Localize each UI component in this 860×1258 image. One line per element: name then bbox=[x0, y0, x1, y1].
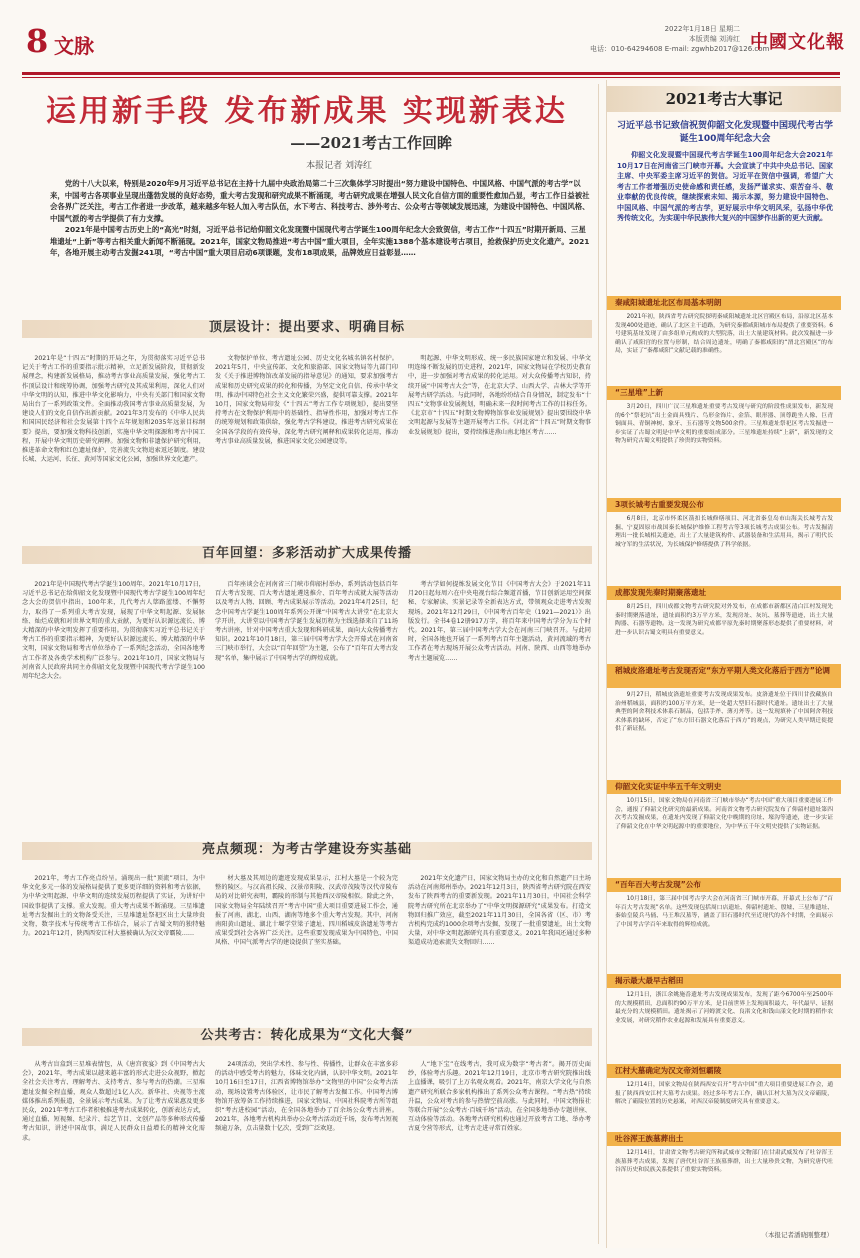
event-item bbox=[607, 974, 841, 1064]
article-column bbox=[22, 580, 205, 824]
date-line: 2022年1月18日 星期二 bbox=[664, 25, 740, 33]
event-text: 10月15日，国家文物局在河南省三门峡市举办“考古中国”重大项目重要进展工作会，通报了仰韶文化研究的最新成果。河南省文物考古研究院发布了仰韶村遗址第四次考古发掘成果，在遗址内发现了仰韶文化中晚期的房址、壕沟等遗迹，进一步实证了仰韶文化在中华文明起源中的重要地位，为中华五千年文明史提供了实物证据。 bbox=[615, 798, 833, 830]
section-banner bbox=[22, 540, 592, 566]
article-text: 2021年文化遗产日，国家文物局主办的文化和自然遗产日主场活动在河南郑州举办。2021年12月3日，陕西省考古研究院在西安发布了陕西考古的重要新发现。2021年11月30日，中国社会科学院考古研究所在北京举办了“中华文明探源研究”成果发布。打造文物回归推广效应，截至2021年11月30日，全国各省（区、市）考古机构完成约1000余项考古发掘，发现了一批重要遗址，出土文物大量，对中华文明起源研究具有重要意义。2021年我国还通过多种渠道成功追索流失文物回归…… bbox=[408, 875, 591, 947]
event-item bbox=[607, 586, 841, 664]
event-title: “百年百大考古发现”公布 bbox=[607, 878, 841, 892]
event-title: 秦咸阳城遗址北区布局基本明朗 bbox=[607, 296, 841, 310]
article-column bbox=[408, 354, 591, 526]
article-text: 人“地下宝”在线考古，我可成为数字“考古者”。揭开历史面纱，体验考古乐趣。2021年12月19日，北京市考古研究院推出线上直播课，吸引了上万名观众观看。2021年，南京大学文化与自然遗产研究所联合多家机构推出了系列公众考古课程。“考古热”持续升温，公众对考古的参与热情空前高涨。与此同时，中国文物报社等联合开展“公众考古·百城千场”活动，在全国多地举办专题讲座、互动体验等活动。各地考古研究机构也通过开放考古工地、举办考古夏令营等形式，让考古走进寻常百姓家。 bbox=[408, 1061, 591, 1133]
article-column bbox=[408, 874, 591, 1010]
event-title: “三星堆”上新 bbox=[607, 386, 841, 400]
main-headline: 运用新手段 发布新成果 实现新表达 bbox=[46, 94, 568, 129]
section-body bbox=[22, 580, 592, 824]
section-banner bbox=[22, 836, 592, 862]
article-column bbox=[215, 354, 398, 526]
article-text: 24项活动，突出学术性、参与性、传播性，让群众在丰富多彩的活动中感受考古的魅力，体味文化内涵，认识中华文明。2021年10月16日至17日，江西省博物馆举办“文物里的中国”公众考古活动，现场设置考古体验区，让市民了解考古发掘工作。中国考古博物馆开放筹备工作持续推进，国家文物局、中国社科院考古所等组织“考古进校园”活动，在全国各地举办了百余场公众考古讲座。2021年，各地考古机构共举办公众考古活动近千场，发布考古短视频逾万条，点击量数十亿次，受到广泛欢迎。 bbox=[215, 1061, 398, 1133]
event-item bbox=[607, 664, 841, 774]
event-item bbox=[607, 498, 841, 588]
event-title: 仰韶文化实证中华五千年文明史 bbox=[607, 780, 841, 794]
section-title: 亮点频现：为考古学建设夯实基础 bbox=[201, 842, 412, 857]
sidebar-credit: （本报记者潘晓刚整理） bbox=[761, 1231, 833, 1239]
event-title: 江村大墓确定为汉文帝刘恒霸陵 bbox=[607, 1064, 841, 1078]
event-text: 12月1日，浙江余姚施岙遗址考古发现成果发布，发现了距今6700年至2500年的大规模稻田，总面积约90万平方米，是目前世界上发现面积最大、年代最早、证据最充分的大规模稻田。遗址揭示了河姆渡文化、良渚文化和钱山漾文化时期的稻作农业发展，对研究稻作农业起源和发展具有重要意义。 bbox=[615, 992, 833, 1024]
page-number: 8 bbox=[26, 22, 49, 60]
event-text: 12月14日，国家文物局在陕西西安召开“考古中国”重大项目重要进展工作会，通报了陕西西安江村大墓考古成果。经过多年考古工作，确认江村大墓为汉文帝霸陵，解决了霸陵位置的历史悬案，对西汉帝陵制度研究具有重要意义。 bbox=[615, 1082, 833, 1106]
column-divider bbox=[598, 84, 599, 1244]
sidebar-lead-title: 习近平总书记致信祝贺仰韶文化发现暨中国现代考古学诞生100周年纪念大会 bbox=[616, 121, 833, 144]
article-text: 从考古盲盒到三星堆表情包，从《唐宫夜宴》到《中国考古大会》，2021年，考古成果以越来越丰富的形式走进公众视野，掀起全社会关注考古、理解考古、支持考古、参与考古的热潮。三星堆遗址发掘全程直播，观众人数超过1亿人次。新华社、央视等主流媒体推出系列报道，全景展示考古成果。为了让考古成果惠及更多民众，2021年考古工作者积极推进考古成果转化，创新表达方式，通过直播、短视频、纪录片、综艺节目、文创产品等多种形式传播考古知识，讲述中国故事，满足人民群众日益增长的精神文化需求。 bbox=[22, 1061, 205, 1142]
event-item bbox=[607, 386, 841, 496]
sub-headline: ——2021考古工作回眸 bbox=[290, 134, 452, 152]
section-banner bbox=[22, 1022, 592, 1048]
event-text: 6月8日，北京市怀柔区箭扣长城修缮项目、河北省秦皇岛市山海关长城考古发掘、宁夏固原市战国秦长城保护维修工程考古等3项长城考古成果公布。考古发掘清理出一批长城相关遗迹，出土了大量建筑构件、武器装备和生活用具，揭示了明代长城守军的生活状况，为长城保护修缮提供了科学依据。 bbox=[615, 516, 833, 548]
article-column bbox=[22, 1060, 205, 1246]
masthead bbox=[0, 0, 860, 76]
article-text: 2021年，考古工作亮点纷呈。涌现出一批“顶流”项目，为中华文化多元一体的发展格局提供了更多更详细的资料和考古依据，为中华文明起源、中华文明的连续发展历程提供了实证，为讲好中国故事提供了支撑。重大发现。重大考古成果不断涌现。三星堆遗址考古发掘出土的文物备受关注，三星堆遗址祭祀区出土大量珍贵文物，数字技术与传统考古工作结合，展示了古蜀文明的独特魅力。2021年12月，陕西西安江村大墓被确认为汉文帝霸陵…… bbox=[22, 875, 205, 938]
event-title: 3项长城考古重要发现公布 bbox=[607, 498, 841, 512]
event-title: 吐谷浑王族墓葬出土 bbox=[607, 1132, 841, 1146]
sidebar-lead-text: 仰韶文化发现暨中国现代考古学诞生100周年纪念大会2021年10月17日在河南省三门峡市开幕。大会宣读了中共中央总书记、国家主席、中央军委主席习近平的贺信。习近平在贺信中强调，希望广大考古工作者增强历史使命感和责任感，发扬严谨求实、艰苦奋斗、敬业奉献的优良传统，继续探索未知、揭示本源，努力建设中国特色、中国风格、中国气派的考古学，更好展示中华文明风采，弘扬中华优秀传统文化，为实现中华民族伟大复兴的中国梦作出新的更大贡献。 bbox=[617, 151, 833, 222]
section-title: 顶层设计：提出要求、明确目标 bbox=[208, 320, 405, 335]
section-body bbox=[22, 354, 592, 526]
newspaper-logo: 中國文化報 bbox=[750, 32, 845, 53]
editor-line: 本版责编 刘涛红 bbox=[688, 35, 740, 43]
event-item bbox=[607, 878, 841, 974]
article-column bbox=[22, 354, 205, 526]
article-text: 百年座谈会在河南省三门峡市仰韶村举办，系列活动包括百年百大考古发现、百大考古遗址遴选推介、百年考古成就大展等活动以及考古人物、回顾、考古成果展示等活动。2021年4月25日，纪念中国考古学诞生100周年系列公开课“中国考古大讲堂”在北京大学开讲，大讲堂以中国考古学诞生发展历程为主线选择来自了11场考古讲座，针对中国考古重大发现和科研成果，面向大众传播考古知识。2021年10月18日，第三届中国考古学大会开幕式在河南省三门峡市举行，大会以“百年回望”为主题，公布了“百年百大考古发现”名单，集中展示了中国考古学的辉煌成就。 bbox=[215, 581, 398, 662]
masthead-info bbox=[590, 24, 770, 54]
article-text: 考古学如何提炼发展文化节目《中国考古大会》于2021年11月20日起每周六在中央电视台综合频道首播，节目创新运用空间探秘、专家解读、实景记录等全新表达方式，带领观众走进考古发现现场。2021年12月29日，《中国考古百年史（1921—2021）》出版发行。全书4卷12册917万字，将百年来中国考古学分为五个时代。2021年，第三届中国考古学大会在河南三门峡召开。与此同时，全国各地也开展了一系列考古百年主题活动，黄河流域的考古工作者在考古现场开展公众考古活动。河南、陕西、山西等地举办考古主题展览…… bbox=[408, 581, 591, 662]
event-text: 2021年初，陕西省考古研究院探明秦咸阳城遗址北区宫殿区布局，沿原北区基本发现400处遗迹，确认了北区主干道路，为研究秦都咸阳城市布局提供了重要资料。6号建筑基址发现了由多组单元构成的大型院落，出土大量建筑材料。此次发掘进一步确认了咸阳宫的位置与形制，结合周边遗址，明确了秦都咸阳的“渭北宫殿区”的布局，实证了“秦都咸阳”文献记载的准确性。 bbox=[615, 314, 833, 355]
event-text: 12月14日，甘肃省文物考古研究所和武威市文物部门在甘肃武威发布了吐谷浑王族墓葬考古成果，发现了唐代吐谷浑王族墓葬群，出土大量珍贵文物，为研究唐代吐谷浑历史和民族关系提供了重要实物资料。 bbox=[615, 1150, 833, 1174]
article-column bbox=[215, 1060, 398, 1246]
event-item bbox=[607, 296, 841, 384]
article-column bbox=[408, 1060, 591, 1246]
section-body bbox=[22, 874, 592, 1010]
section-title: 公共考古：转化成果为“文化大餐” bbox=[200, 1028, 414, 1043]
masthead-rule-thin bbox=[22, 77, 840, 78]
intro-paragraph: 2021年是中国考古历史上的“高光”时刻，习近平总书记给仰韶文化发现暨中国现代考古学诞生100周年纪念大会致贺信，考古工作“十四五”时期开新局、三星堆遗址“上新”等考古相关重大新闻不断涌现。2021年，国家文物局推进“考古中国”重大项目，全年实施1388个基本建设考古项目，抢救保护历史文化遗产。2021年，各地开展主动考古发掘241项，“考古中国”重大项目启动6项课题，发布18项成果，品牌效应日益彰显…… bbox=[50, 225, 590, 257]
byline: 本报记者 刘涛红 bbox=[306, 161, 372, 171]
event-text: 8月25日，四川成都文物考古研究院对外发布，在成都市新都区清白江村发现先秦时期聚落遗址，遗址面积约3万平方米，发现房址、灰坑、墓葬等遗迹，出土大量陶器、石器等遗物。这一发现为研究成都平原先秦时期聚落形态提供了重要材料，对进一步认识古蜀文明具有重要意义。 bbox=[615, 604, 833, 636]
article-column bbox=[215, 874, 398, 1010]
article-column bbox=[408, 580, 591, 824]
article-text: 2021年是中国现代考古学诞生100周年。2021年10月17日，习近平总书记在给仰韶文化发现暨中国现代考古学诞生100周年纪念大会的贺信中指出，100年来，几代考古人筚路蓝缕、不懈努力，取得了一系列重大考古发现，展现了中华文明起源、发展脉络、灿烂成就和对世界文明的重大贡献，为更好认识源远流长、博大精深的中华文明发挥了重要作用。为贯彻落实习近平总书记关于考古工作的重要指示精神，为更好认识源远流长、博大精深的中华文明，国家文物局和考古单位举办了一系列纪念活动，全国各地考古工作者及各类学术机构广泛参与。2021年10月，国家文物局与河南省人民政府共同主办仰韶文化发现暨中国现代考古学诞生100周年纪念大会。 bbox=[22, 581, 205, 681]
section-body bbox=[22, 1060, 592, 1246]
event-item bbox=[607, 1064, 841, 1132]
event-item bbox=[607, 780, 841, 876]
event-text: 10月18日，第三届中国考古学大会在河南省三门峡市开幕，开幕式上公布了“百年百大考古发现”名单。这些发现包括周口店遗址、仰韶村遗址、殷墟、三星堆遗址、秦始皇陵兵马俑、马王堆汉墓等，涵盖了旧石器时代至近现代的各个时期，全面展示了中国考古学百年来取得的辉煌成就。 bbox=[615, 896, 833, 928]
section-banner bbox=[22, 314, 592, 340]
intro-paragraph: 党的十八大以来，特别是2020年9月习近平总书记在主持十九届中央政治局第二十三次集体学习时提出“努力建设中国特色、中国风格、中国气派的考古学”以来，中国考古各项事业呈现出蓬勃发展的良好态势，重大考古发现和研究成果不断涌现，考古研究成果在增强人民文化自信方面的重要性愈加凸显，考古工作日益被社会各界广泛关注，考古工作者进一步改革，越来越多年轻人加入考古队伍，水下考古、科技考古、涉外考古、公众考古等领域发展迅速，为建设中国特色、中国风格、中国气派的考古学提供了有力支撑。 bbox=[50, 179, 590, 223]
article-column bbox=[215, 580, 398, 824]
intro-block bbox=[50, 178, 590, 259]
article-text: 2021年是“十四五”时期的开局之年，为贯彻落实习近平总书记关于考古工作的重要指示批示精神，立足新发展阶段，贯彻新发展理念，构建新发展格局，推动考古事业高质量发展，强化考古工作顶层设计和统筹协调，加强考古研究及其成果利用，深化人们对中华文明的认知，推进中华文化影响力，中央有关部门和国家文物局出台了一系列政策文件。全面推动我国考古事业高质量发展，为建设人们的文化自信作出新贡献。2021年3月发布的《中华人民共和国国民经济和社会发展第十四个五年规划和2035年远景目标纲要》提出，要加强文物科技创新，实施中华文明探源和考古中国工程，开展中华文明历史研究阐释。加强文物和非遗保护研究利用，推进革命文物和红色遗址保护，完善流失文物追索返还制度。建设长城、大运河、长征、黄河等国家文化公园，加强世界文化遗产。 bbox=[22, 355, 205, 464]
masthead-rule bbox=[22, 72, 840, 75]
section-name: 文脉 bbox=[54, 34, 94, 58]
article-text: 文物保护单位、考古遗址公园、历史文化名城名镇名村保护。2021年5月，中央宣传部、文化和旅游部、国家文物局等九部门印发《关于推进博物馆改革发展的指导意见》的通知，要求加强考古成果和历史研究成果的转化和传播，为坚定文化自信、传承中华文明、推动中国特色社会主义文化繁荣兴盛，提供可靠支撑。2021年10月，国家文物局印发《“十四五”考古工作专项规划》，提出要坚持考古在文物保护利用中的基础性、指导性作用，加强对考古工作的统筹规划和政策供给，强化考古学科建设，推进考古研究成果在全国各学段的有效传导，深化考古研究阐释和成果转化运用，推动考古事业高质量发展，推进国家文化公园建设等。 bbox=[215, 355, 398, 445]
event-title: 揭示最大最早古稻田 bbox=[607, 974, 841, 988]
article-text: 明起源、中华文明形成、统一多民族国家建立和发展、中华文明连绵不断发展的历史进程，2021年，国家文物局在学校历史教育中，进一步加强对考古成果的转化运用。对大众传播考古知识，持续开展“中国考古大会”等，在北京大学、山西大学、吉林大学等开展考古研学活动。与此同时，各地纷纷结合自身情况，制定发布“十四五”文物事业发展规划，明确未来一段时间考古工作的目标任务。《北京市“十四五”时期文物博物馆事业发展规划》提出要围绕中华文明起源与发展等主题开展考古工作。《河北省“十四五”时期文物事业发展规划》提出，要持续推进燕山南北地区考古…… bbox=[408, 355, 591, 436]
sidebar-heading: 2021考古大事记 bbox=[607, 86, 841, 112]
article-column bbox=[22, 874, 205, 1010]
event-text: 3月20日，四川广汉三星堆遗址重要考古发现与研究的阶段性成果发布，新发现的6个“祭祀坑”出土金面具残片、鸟形金饰片、金箔、眼形器、顶尊跪坐人像、巨青铜面具、青铜神树、象牙、玉石器等文物500余件。三星堆遗址祭祀区考古发掘进一步实证了古蜀文明是中华文明的重要组成部分。三星堆遗址持续“上新”，新发现的文物为研究古蜀文明提供了珍贵的实物资料。 bbox=[615, 404, 833, 445]
article-text: 材大墓及其周边的遗迹发现成果显示，江村大墓是一个较为完整的陵区。与汉高祖长陵、汉景帝阳陵、汉武帝茂陵等汉代帝陵布局的对比研究表明，霸陵的形制与其他西汉帝陵相似。除此之外，国家文物局全年陆续召开“考古中国”重大项目重要进展工作会，通报了河南、湖北、山西、湖南等地多个重大考古发现。其中，河南南阳黄山遗址、湖北十堰学堂梁子遗址、四川稻城皮洛遗址等考古成果受到社会各界广泛关注。这些重要发现成果为中国特色、中国风格、中国气派考古学的建设提供了坚实基础。 bbox=[215, 875, 398, 947]
phone-line: 电话：010-64294608 E-mail: zgwhb2017@126.com bbox=[590, 45, 770, 53]
event-item bbox=[607, 1132, 841, 1232]
event-title: 稻城皮洛遗址考古发现否定“东方平期人类文化落后于西方”论调 bbox=[607, 664, 841, 688]
event-text: 9月27日，稻城皮洛遗址重要考古发现成果发布。皮洛遗址位于四川甘孜藏族自治州稻城县，面积约100万平方米，是一处超大型旧石器时代遗址。遗址出土了大量典型的阿舍利技术体系石制品，包括手斧、薄刃斧等。这一发现填补了中国阿舍利技术体系的缺环，否定了“东方旧石器文化落后于西方”的观点，为研究人类早期迁徙提供了新证据。 bbox=[615, 692, 833, 733]
event-title: 成都发现先秦时期聚落遗址 bbox=[607, 586, 841, 600]
events-sidebar bbox=[606, 80, 840, 1248]
section-title: 百年回望：多彩活动扩大成果传播 bbox=[201, 546, 412, 561]
